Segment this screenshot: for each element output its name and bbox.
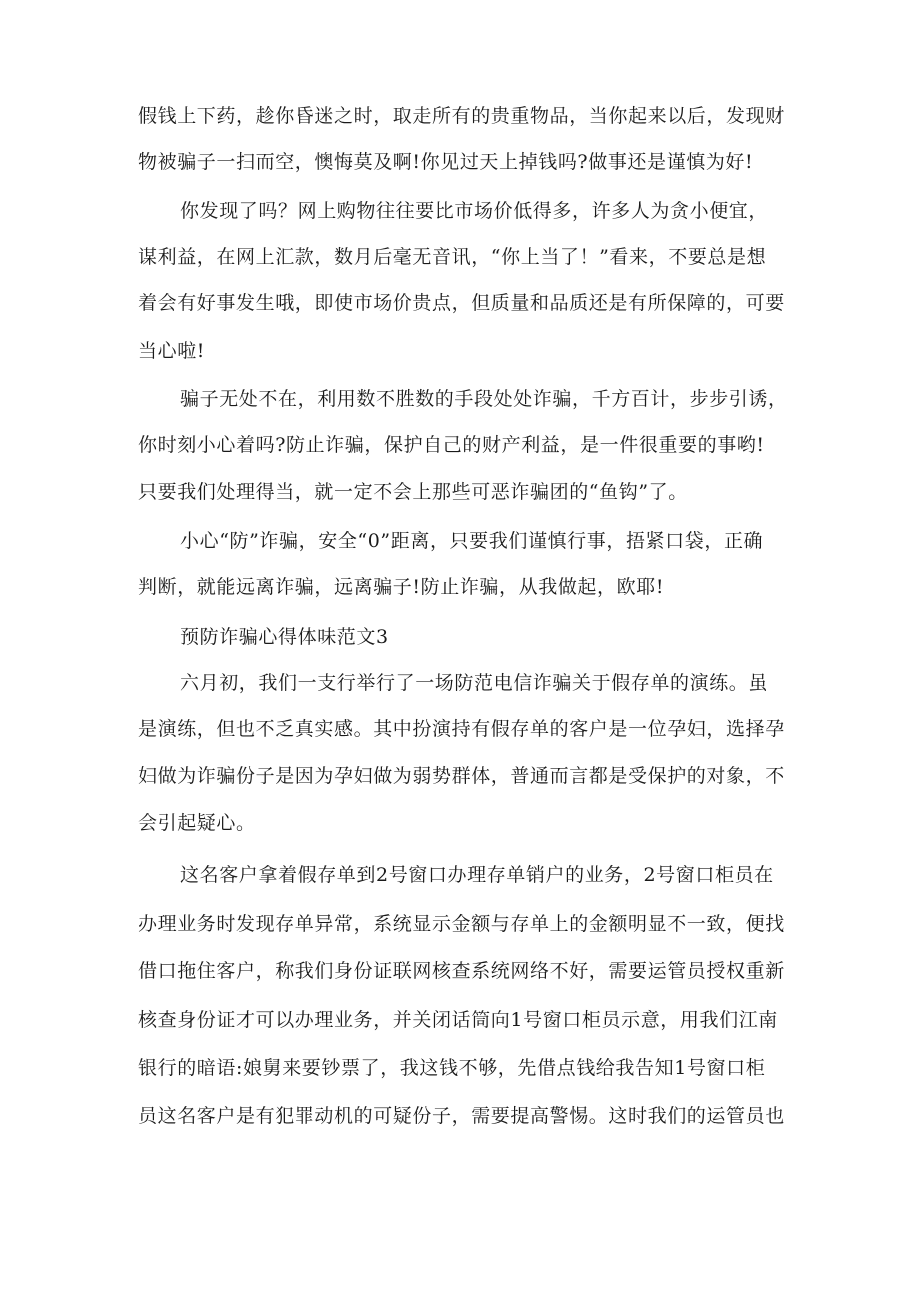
paragraph-line: 是演练，但也不乏真实感。其中扮演持有假存单的客户是一位孕妇，选择孕 [138,718,785,740]
paragraph-line: 物被骗子一扫而空，懊悔莫及啊!你见过天上掉钱吗?做事还是谨慎为好! [138,151,754,173]
paragraph-line: 小心“防”诈骗，安全“0”距离，只要我们谨慎行事，捂紧口袋，正确 [180,530,764,552]
paragraph-line: 当心啦! [138,340,206,362]
paragraph-line: 假钱上下药，趁你昏迷之时，取走所有的贵重物品，当你起来以后，发现财 [138,105,785,127]
paragraph-line: 银行的暗语:娘舅来要钞票了，我这钱不够，先借点钱给我告知1号窗口柜 [138,1057,766,1079]
paragraph-line: 借口拖住客户，称我们身份证联网核查系统网络不好，需要运管员授权重新 [138,960,785,982]
paragraph-line: 你时刻小心着吗?防止诈骗，保护自己的财产利益，是一件很重要的事哟! [138,434,765,456]
paragraph-line: 着会有好事发生哦，即使市场价贵点，但质量和品质还是有所保障的，可要 [138,292,785,314]
paragraph-line: 核查身份证才可以办理业务，并关闭话筒向1号窗口柜员示意，用我们江南 [138,1009,778,1031]
paragraph-line: 会引起疑心。 [138,812,256,834]
paragraph-line: 谋利益，在网上汇款，数月后毫无音讯，“你上当了！”看来，不要总是想 [138,246,767,268]
paragraph-line: 六月初，我们一支行举行了一场防范电信诈骗关于假存单的演练。虽 [180,672,769,694]
paragraph-line: 员这名客户是有犯罪动机的可疑份子，需要提高警惕。这时我们的运管员也 [138,1105,785,1127]
paragraph-line: 骗子无处不在，利用数不胜数的手段处处诈骗，千方百计，步步引诱， [180,388,788,410]
paragraph-line: 你发现了吗？网上购物往往要比市场价低得多，许多人为贪小便宜， [180,200,769,222]
paragraph-line: 判断，就能远离诈骗，远离骗子!防止诈骗，从我做起，欧耶! [138,576,665,598]
paragraph-line: 办理业务时发现存单异常，系统显示金额与存单上的金额明显不一致，便找 [138,913,785,935]
paragraph-line: 妇做为诈骗份子是因为孕妇做为弱势群体，普通而言都是受保护的对象，不 [138,765,785,787]
section-heading: 预防诈骗心得体味范文3 [180,626,389,648]
paragraph-line: 这名客户拿着假存单到2号窗口办理存单销户的业务，2号窗口柜员在 [180,864,774,886]
paragraph-line: 只要我们处理得当，就一定不会上那些可恶诈骗团的“鱼钩”了。 [138,481,688,503]
